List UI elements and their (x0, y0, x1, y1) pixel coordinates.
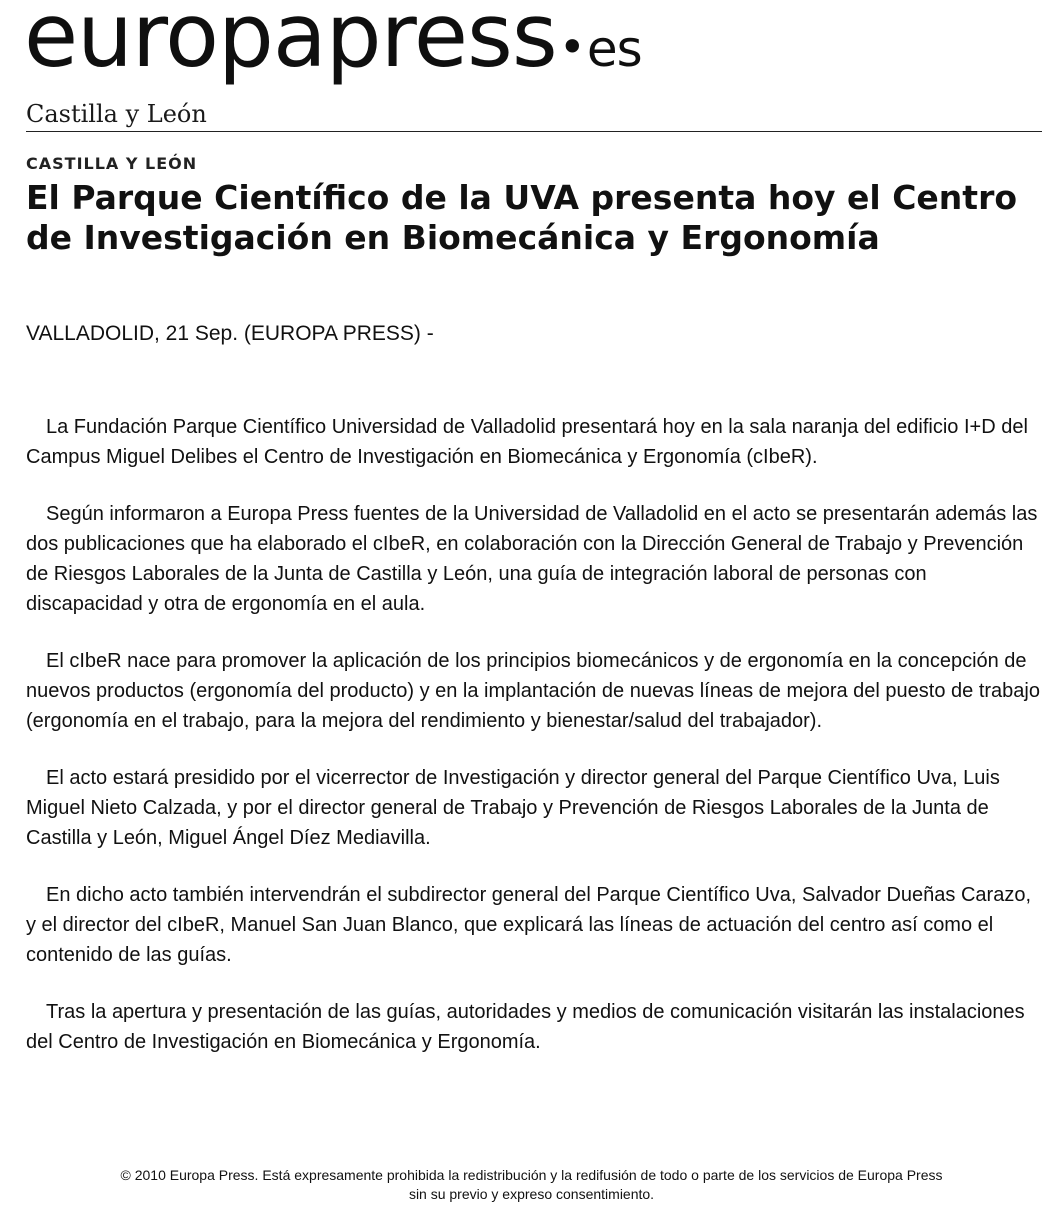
copyright-footer (0, 1166, 1063, 1204)
section-divider (26, 131, 1042, 132)
article-paragraph: El cIbeR nace para promover la aplicación de los principios biomecánicos y de ergonomía en la concepción de nuevos productos (ergonomía del producto) y en la implantación de nuevas líneas de mejora del puesto de trabajo (ergonomía en el trabajo, para la mejora del rendimiento y bienestar/salud del trabajador). (26, 650, 1040, 732)
masthead-logo (24, 0, 642, 87)
section-title: Castilla y León (26, 100, 207, 128)
article-paragraph: El acto estará presidido por el vicerrector de Investigación y director general del Parque Científico Uva, Luis Miguel Nieto Calzada, y por el director general de Trabajo y Prevención de Riesgos Laborales de la Junta de Castilla y León, Miguel Ángel Díez Mediavilla. (26, 767, 1000, 849)
article-paragraph: Tras la apertura y presentación de las guías, autoridades y medios de comunicación visitarán las instalaciones del Centro de Investigación en Biomecánica y Ergonomía. (26, 1001, 1025, 1053)
article-paragraph: Según informaron a Europa Press fuentes de la Universidad de Valladolid en el acto se presentarán además las dos publicaciones que ha elaborado el cIbeR, en colaboración con la Dirección General de Trabajo y Prevención de Riesgos Laborales de la Junta de Castilla y León, una guía de integración laboral de personas con discapacidad y otra de ergonomía en el aula. (26, 503, 1038, 615)
copyright-line: sin su previo y expreso consentimiento. (408, 1186, 655, 1202)
logo-dot: • (558, 20, 585, 74)
logo-wordmark: europapress (24, 0, 557, 87)
article-paragraph: En dicho acto también intervendrán el subdirector general del Parque Científico Uva, Salvador Dueñas Carazo, y el director del cIbeR, Manuel San Juan Blanco, que explicará las líneas de actuación del centro así como el contenido de las guías. (26, 884, 1031, 966)
logo-domain: es (586, 20, 642, 78)
article-kicker: CASTILLA Y LEÓN (26, 154, 198, 173)
copyright-line: © 2010 Europa Press. Está expresamente prohibida la redistribución y la redifusión de todo o parte de los servicios de Europa Press (120, 1167, 943, 1183)
article-headline: El Parque Científico de la UVA presenta hoy el Centro de Investigación en Biomecánica y Ergonomía (26, 178, 1018, 257)
article-body (26, 412, 1042, 1084)
article-paragraph: La Fundación Parque Científico Universidad de Valladolid presentará hoy en la sala naranja del edificio I+D del Campus Miguel Delibes el Centro de Investigación en Biomecánica y Ergonomía (cIbeR). (26, 416, 1028, 468)
article-dateline: VALLADOLID, 21 Sep. (EUROPA PRESS) - (26, 322, 434, 345)
